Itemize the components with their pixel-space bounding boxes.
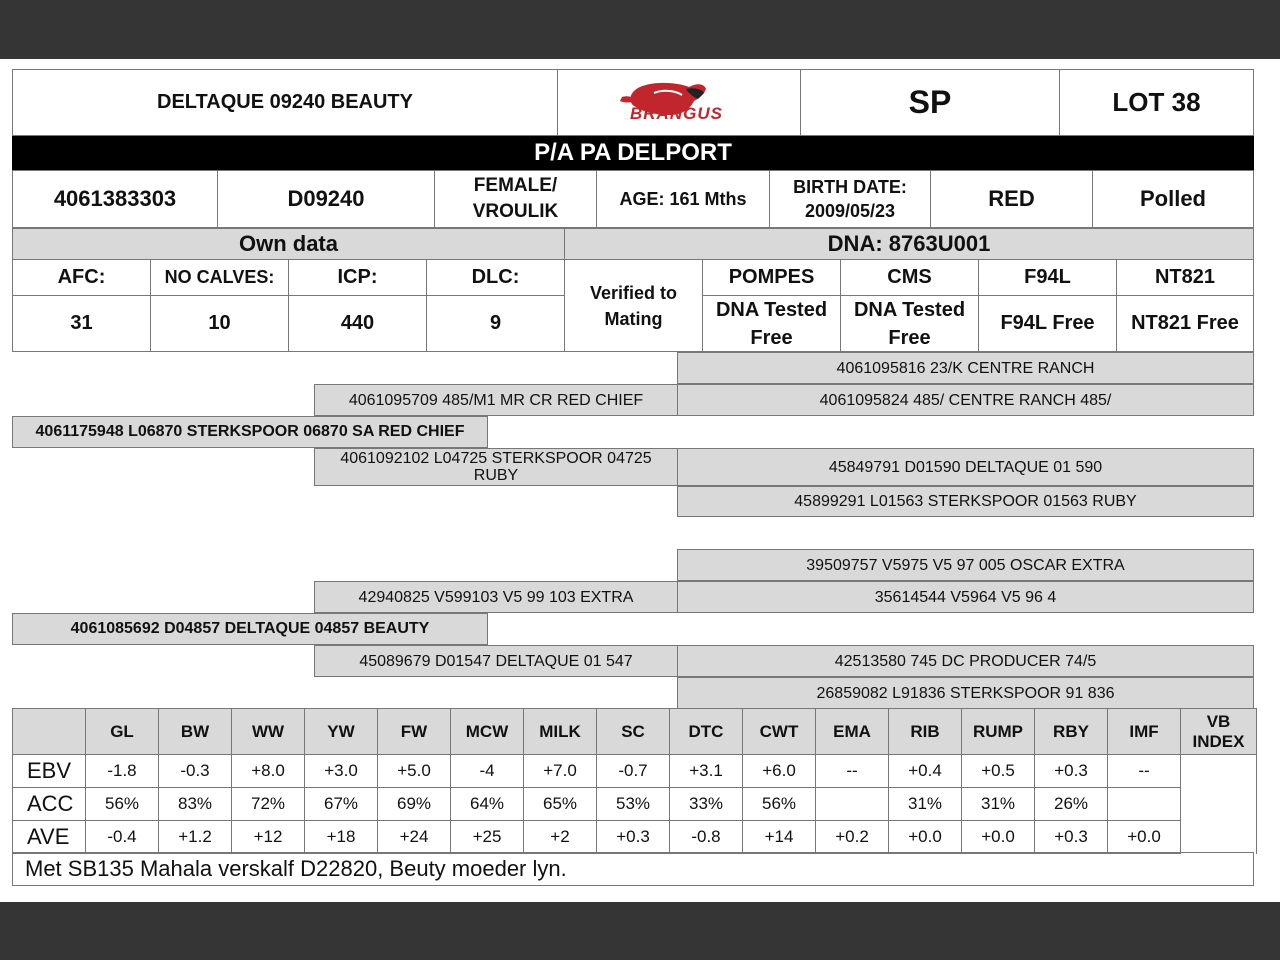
ebv-cell: +7.0 bbox=[524, 755, 597, 788]
ebv-header-vb-index: VB INDEX bbox=[1181, 709, 1257, 755]
pompes-label: POMPES bbox=[702, 259, 841, 296]
ave-row bbox=[13, 821, 1257, 854]
ebv-corner bbox=[13, 709, 86, 755]
animal-name: DELTAQUE 09240 BEAUTY bbox=[12, 69, 558, 136]
ebv-header: RIB bbox=[889, 709, 962, 755]
ave-cell: +25 bbox=[451, 821, 524, 854]
ave-cell: +14 bbox=[743, 821, 816, 854]
ave-cell: +12 bbox=[232, 821, 305, 854]
ave-cell: +0.0 bbox=[962, 821, 1035, 854]
lot-number: LOT 38 bbox=[1059, 69, 1254, 136]
ebv-cell: +8.0 bbox=[232, 755, 305, 788]
sire-sire: 4061095709 485/M1 MR CR RED CHIEF bbox=[314, 384, 678, 416]
ave-cell: +24 bbox=[378, 821, 451, 854]
f94l-label: F94L bbox=[978, 259, 1117, 296]
ebv-cell: +3.1 bbox=[670, 755, 743, 788]
ebv-cell: -4 bbox=[451, 755, 524, 788]
sex: FEMALE/ VROULIK bbox=[434, 170, 597, 228]
nt821-label: NT821 bbox=[1116, 259, 1254, 296]
no-calves-label: NO CALVES: bbox=[150, 259, 289, 296]
ebv-header: RUMP bbox=[962, 709, 1035, 755]
ebv-table bbox=[12, 708, 1257, 854]
acc-cell: 72% bbox=[232, 788, 305, 821]
animal-id: D09240 bbox=[217, 170, 435, 228]
logo-text: BRANGUS bbox=[630, 104, 723, 123]
ave-row-label: AVE bbox=[13, 821, 86, 854]
color: RED bbox=[930, 170, 1093, 228]
dam-sire-dam: 35614544 V5964 V5 96 4 bbox=[677, 581, 1254, 613]
dam-dam-sire: 42513580 745 DC PRODUCER 74/5 bbox=[677, 645, 1254, 677]
dam: 4061085692 D04857 DELTAQUE 04857 BEAUTY bbox=[12, 613, 488, 645]
ebv-header: DTC bbox=[670, 709, 743, 755]
ave-cell: +0.0 bbox=[889, 821, 962, 854]
acc-cell: 65% bbox=[524, 788, 597, 821]
sire-dam: 4061092102 L04725 STERKSPOOR 04725 RUBY bbox=[314, 448, 678, 486]
f94l-result: F94L Free bbox=[978, 295, 1117, 352]
ebv-row-label: EBV bbox=[13, 755, 86, 788]
dlc-label: DLC: bbox=[426, 259, 565, 296]
ebv-header-row bbox=[13, 709, 1257, 755]
ebv-cell: -0.3 bbox=[159, 755, 232, 788]
cms-label: CMS bbox=[840, 259, 979, 296]
ebv-cell: -- bbox=[816, 755, 889, 788]
ebv-header: CWT bbox=[743, 709, 816, 755]
ebv-cell: +6.0 bbox=[743, 755, 816, 788]
ebv-header: YW bbox=[305, 709, 378, 755]
dam-dam: 45089679 D01547 DELTAQUE 01 547 bbox=[314, 645, 678, 677]
birth-date: BIRTH DATE: 2009/05/23 bbox=[769, 170, 931, 228]
ebv-cell: -- bbox=[1108, 755, 1181, 788]
no-calves-value: 10 bbox=[150, 295, 289, 352]
dam-sire: 42940825 V599103 V5 99 103 EXTRA bbox=[314, 581, 678, 613]
ave-cell: +0.0 bbox=[1108, 821, 1181, 854]
ebv-cell: +0.4 bbox=[889, 755, 962, 788]
ebv-header: WW bbox=[232, 709, 305, 755]
ave-cell: +0.3 bbox=[1035, 821, 1108, 854]
bottom-frame-bar bbox=[0, 902, 1280, 960]
type-code: SP bbox=[800, 69, 1060, 136]
ebv-cell: +3.0 bbox=[305, 755, 378, 788]
ebv-cell: +0.3 bbox=[1035, 755, 1108, 788]
acc-cell: 69% bbox=[378, 788, 451, 821]
acc-cell: 56% bbox=[86, 788, 159, 821]
dlc-value: 9 bbox=[426, 295, 565, 352]
ebv-header: SC bbox=[597, 709, 670, 755]
registration-number: 4061383303 bbox=[12, 170, 218, 228]
ave-cell: +2 bbox=[524, 821, 597, 854]
acc-row bbox=[13, 788, 1257, 821]
afc-value: 31 bbox=[12, 295, 151, 352]
sire-dam-dam: 45899291 L01563 STERKSPOOR 01563 RUBY bbox=[677, 486, 1254, 517]
brangus-logo bbox=[557, 69, 801, 136]
acc-cell: 26% bbox=[1035, 788, 1108, 821]
ebv-row bbox=[13, 755, 1257, 788]
afc-label: AFC: bbox=[12, 259, 151, 296]
horn-status: Polled bbox=[1092, 170, 1254, 228]
acc-cell: 31% bbox=[962, 788, 1035, 821]
pompes-result: DNA Tested Free bbox=[702, 295, 841, 352]
ave-cell: +18 bbox=[305, 821, 378, 854]
ave-cell: -0.4 bbox=[86, 821, 159, 854]
icp-value: 440 bbox=[288, 295, 427, 352]
dam-dam-dam: 26859082 L91836 STERKSPOOR 91 836 bbox=[677, 677, 1254, 709]
sire-sire-dam: 4061095824 485/ CENTRE RANCH 485/ bbox=[677, 384, 1254, 416]
ebv-cell: +5.0 bbox=[378, 755, 451, 788]
ebv-header: MILK bbox=[524, 709, 597, 755]
cms-result: DNA Tested Free bbox=[840, 295, 979, 352]
ebv-cell: -1.8 bbox=[86, 755, 159, 788]
acc-cell: 83% bbox=[159, 788, 232, 821]
dna-title: DNA: 8763U001 bbox=[564, 228, 1254, 260]
age: AGE: 161 Mths bbox=[596, 170, 770, 228]
ave-cell: +1.2 bbox=[159, 821, 232, 854]
acc-cell: 67% bbox=[305, 788, 378, 821]
ebv-header: IMF bbox=[1108, 709, 1181, 755]
verified-to-mating: Verified to Mating bbox=[564, 259, 703, 352]
ebv-header: FW bbox=[378, 709, 451, 755]
dam-sire-sire: 39509757 V5975 V5 97 005 OSCAR EXTRA bbox=[677, 549, 1254, 581]
ave-cell: +0.3 bbox=[597, 821, 670, 854]
ebv-header: EMA bbox=[816, 709, 889, 755]
sire: 4061175948 L06870 STERKSPOOR 06870 SA RED CHIEF bbox=[12, 416, 488, 448]
sire-sire-sire: 4061095816 23/K CENTRE RANCH bbox=[677, 352, 1254, 384]
acc-row-label: ACC bbox=[13, 788, 86, 821]
acc-cell: 53% bbox=[597, 788, 670, 821]
acc-cell: 64% bbox=[451, 788, 524, 821]
ebv-header: BW bbox=[159, 709, 232, 755]
comment: Met SB135 Mahala verskalf D22820, Beuty moeder lyn. bbox=[12, 852, 1254, 886]
ebv-cell: -0.7 bbox=[597, 755, 670, 788]
own-data-title: Own data bbox=[12, 228, 565, 260]
top-frame-bar bbox=[0, 0, 1280, 59]
icp-label: ICP: bbox=[288, 259, 427, 296]
sire-dam-sire: 45849791 D01590 DELTAQUE 01 590 bbox=[677, 448, 1254, 486]
ebv-header: GL bbox=[86, 709, 159, 755]
vb-index-cell bbox=[1181, 755, 1257, 854]
owner-bar: P/A PA DELPORT bbox=[12, 136, 1254, 170]
nt821-result: NT821 Free bbox=[1116, 295, 1254, 352]
ebv-cell: +0.5 bbox=[962, 755, 1035, 788]
acc-cell: 31% bbox=[889, 788, 962, 821]
ebv-header: RBY bbox=[1035, 709, 1108, 755]
acc-cell bbox=[1108, 788, 1181, 821]
ebv-header: MCW bbox=[451, 709, 524, 755]
acc-cell bbox=[816, 788, 889, 821]
acc-cell: 56% bbox=[743, 788, 816, 821]
ave-cell: +0.2 bbox=[816, 821, 889, 854]
ave-cell: -0.8 bbox=[670, 821, 743, 854]
acc-cell: 33% bbox=[670, 788, 743, 821]
